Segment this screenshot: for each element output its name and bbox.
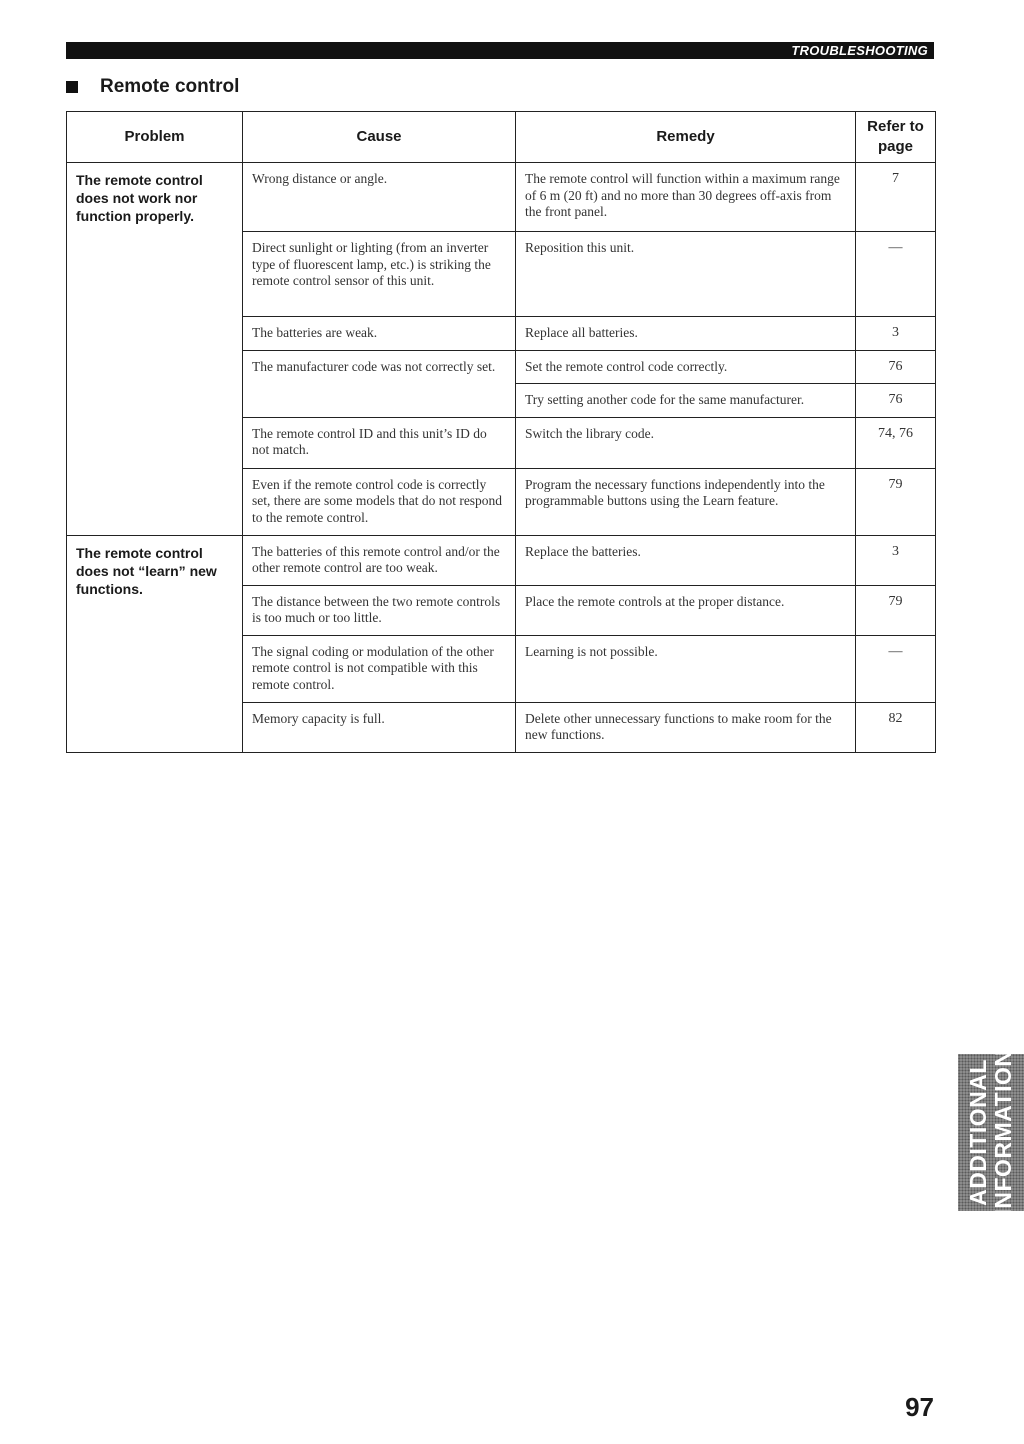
column-header-cause: Cause bbox=[243, 112, 516, 163]
page-ref-cell: — bbox=[856, 635, 936, 702]
cause-cell: Memory capacity is full. bbox=[243, 702, 516, 752]
page-ref-cell: 82 bbox=[856, 702, 936, 752]
page-number: 97 bbox=[905, 1392, 934, 1422]
page-ref-cell: 76 bbox=[856, 384, 936, 418]
remedy-cell: Delete other unnecessary functions to make room for the new functions. bbox=[516, 702, 856, 752]
section-header-label: TROUBLESHOOTING bbox=[791, 43, 928, 58]
cause-cell: The signal coding or modulation of the other remote control is not compatible with this remote control. bbox=[243, 635, 516, 702]
tab-label-line-2: INFORMATION bbox=[990, 1049, 1016, 1216]
problem-cell: The remote control does not “learn” new functions. bbox=[67, 535, 243, 752]
page-ref-cell: 74, 76 bbox=[856, 417, 936, 468]
tab-label-line-1: ADDITIONAL bbox=[965, 1059, 991, 1206]
cause-cell: The distance between the two remote controls is too much or too little. bbox=[243, 585, 516, 635]
remedy-cell: Set the remote control code correctly. bbox=[516, 350, 856, 384]
remedy-cell: Learning is not possible. bbox=[516, 635, 856, 702]
remedy-cell: Program the necessary functions independently into the programmable buttons using the Learn feature. bbox=[516, 468, 856, 535]
page-ref-cell: — bbox=[856, 232, 936, 317]
column-header-remedy: Remedy bbox=[516, 112, 856, 163]
table-row bbox=[67, 163, 936, 232]
remedy-cell: Switch the library code. bbox=[516, 417, 856, 468]
cause-cell: The manufacturer code was not correctly set. bbox=[243, 350, 516, 417]
table-row bbox=[67, 535, 936, 585]
cause-cell: Even if the remote control code is correctly set, there are some models that do not respond to the remote control. bbox=[243, 468, 516, 535]
cause-cell: The remote control ID and this unit’s ID do not match. bbox=[243, 417, 516, 468]
remedy-cell: Reposition this unit. bbox=[516, 232, 856, 317]
page-ref-cell: 7 bbox=[856, 163, 936, 232]
column-header-problem: Problem bbox=[67, 112, 243, 163]
cause-cell: The batteries are weak. bbox=[243, 317, 516, 351]
column-header-page: Refer to page bbox=[856, 112, 936, 163]
page-ref-cell: 79 bbox=[856, 468, 936, 535]
remedy-cell: Replace the batteries. bbox=[516, 535, 856, 585]
troubleshooting-table bbox=[66, 111, 936, 753]
cause-cell: The batteries of this remote control and/or the other remote control are too weak. bbox=[243, 535, 516, 585]
remedy-cell: Place the remote controls at the proper distance. bbox=[516, 585, 856, 635]
page-ref-cell: 3 bbox=[856, 317, 936, 351]
page-ref-cell: 3 bbox=[856, 535, 936, 585]
section-title-text: Remote control bbox=[100, 76, 240, 97]
cause-cell: Direct sunlight or lighting (from an inverter type of fluorescent lamp, etc.) is striking the remote control sensor of this unit. bbox=[243, 232, 516, 317]
table-header-row bbox=[67, 112, 936, 163]
bullet-square-icon bbox=[66, 81, 78, 93]
remedy-cell: Replace all batteries. bbox=[516, 317, 856, 351]
section-header-bar bbox=[66, 42, 934, 59]
cause-cell: Wrong distance or angle. bbox=[243, 163, 516, 232]
page-ref-cell: 76 bbox=[856, 350, 936, 384]
problem-cell: The remote control does not work nor function properly. bbox=[67, 163, 243, 536]
remedy-cell: Try setting another code for the same manufacturer. bbox=[516, 384, 856, 418]
page-ref-cell: 79 bbox=[856, 585, 936, 635]
section-title bbox=[66, 74, 239, 100]
additional-information-tab bbox=[958, 1049, 1024, 1216]
remedy-cell: The remote control will function within a maximum range of 6 m (20 ft) and no more than 30 degrees off-axis from the front panel. bbox=[516, 163, 856, 232]
